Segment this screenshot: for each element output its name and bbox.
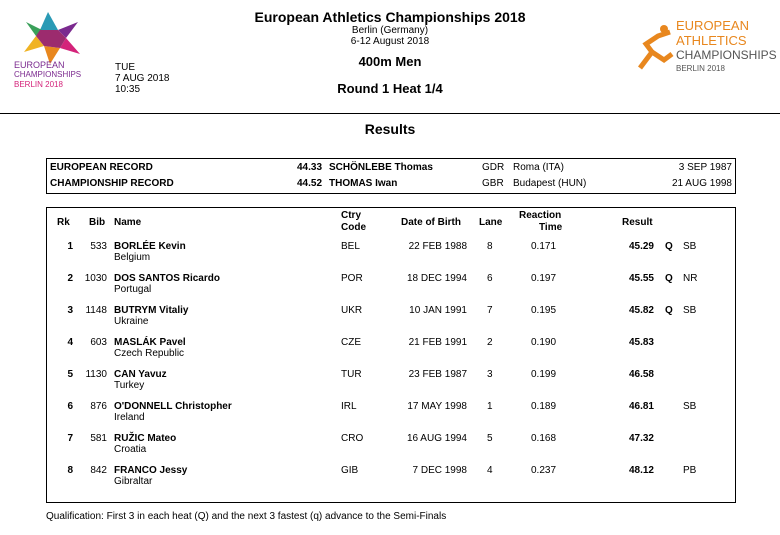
lane: 6 [487,273,493,284]
col-time: Time [539,222,563,233]
qualification-mark: Q [665,305,673,316]
record-date: 21 AUG 1998 [671,178,732,189]
record-row [47,178,735,192]
record-venue: Budapest (HUN) [513,178,587,189]
record-note: SB [683,401,697,412]
date-of-birth: 7 DEC 1998 [412,465,467,476]
bib-number: 1030 [84,273,107,284]
athlete-name: CAN Yavuz [114,369,167,380]
rank: 6 [67,401,73,412]
event-name: 400m Men [358,54,422,69]
athlete-name: RUŽIC Mateo [114,433,177,444]
record-note: SB [683,305,697,316]
table-row [47,304,735,334]
bib-number: 842 [90,465,107,476]
record-venue: Roma (ITA) [513,162,564,173]
rank: 2 [67,273,73,284]
record-nat: GDR [482,162,505,173]
date-of-birth: 17 MAY 1998 [407,401,467,412]
athlete-country: Turkey [114,380,145,391]
athlete-country: Czech Republic [114,348,185,359]
rank: 3 [67,305,73,316]
reaction-time: 0.190 [531,337,557,348]
country-code: GIB [341,465,359,476]
championship-title: European Athletics Championships 2018 [254,9,526,25]
table-row [47,240,735,270]
day: TUE [115,62,135,73]
records-box [46,158,736,194]
lane: 8 [487,241,493,252]
date-of-birth: 21 FEB 1991 [408,337,467,348]
record-note: SB [683,241,697,252]
athlete-country: Belgium [114,252,151,263]
bib-number: 1148 [85,305,107,316]
reaction-time: 0.189 [531,401,557,412]
rank: 8 [67,465,73,476]
results-table [46,207,736,503]
country-code: POR [341,273,363,284]
result-time: 46.81 [628,401,654,412]
result-time: 45.82 [628,305,654,316]
result-time: 47.32 [628,433,654,444]
qualification-note: Qualification: First 3 in each heat (Q) and the next 3 fastest (q) advance to the Semi-Finals [46,511,447,522]
logo-left-line1: EUROPEAN [14,60,65,70]
rank: 4 [67,337,73,348]
country-code: UKR [341,305,363,316]
rank: 7 [67,433,73,444]
reaction-time: 0.195 [531,305,557,316]
athlete-name: BORLÉE Kevin [114,241,186,252]
country-code: IRL [341,401,357,412]
col-rk: Rk [57,217,70,228]
qualification-mark: Q [665,241,673,252]
record-holder: THOMAS Iwan [329,178,398,189]
col-ctry: Ctry [341,210,362,221]
result-time: 48.12 [628,465,654,476]
result-time: 46.58 [628,369,654,380]
athlete-country: Gibraltar [114,476,153,487]
athlete-name: DOS SANTOS Ricardo [114,273,220,284]
col-reaction: Reaction [519,210,562,221]
time: 10:35 [115,84,141,95]
reaction-time: 0.197 [531,273,557,284]
bib-number: 603 [90,337,107,348]
athlete-name: FRANCO Jessy [114,465,188,476]
table-row [47,272,735,302]
logo-left-line3: BERLIN 2018 [14,80,63,89]
record-row [47,162,735,176]
country-code: CRO [341,433,364,444]
record-note: PB [683,465,697,476]
table-row [47,400,735,430]
record-mark: 44.33 [297,162,323,173]
athlete-country: Ireland [114,412,145,423]
date: 7 AUG 2018 [115,73,170,84]
reaction-time: 0.168 [531,433,557,444]
athlete-country: Ukraine [114,316,149,327]
table-row [47,464,735,494]
athlete-name: BUTRYM Vitaliy [114,305,189,316]
date-of-birth: 23 FEB 1987 [408,369,467,380]
col-bib: Bib [89,217,106,228]
round-name: Round 1 Heat 1/4 [337,81,443,96]
date-of-birth: 10 JAN 1991 [409,305,467,316]
header-divider [0,113,780,114]
date-of-birth: 22 FEB 1988 [408,241,467,252]
reaction-time: 0.199 [531,369,557,380]
event-dates: 6-12 August 2018 [350,36,430,47]
bib-number: 533 [90,241,107,252]
qualification-mark: Q [665,273,673,284]
record-note: NR [683,273,698,284]
result-time: 45.83 [628,337,654,348]
logo-right-line4: BERLIN 2018 [676,64,725,73]
logo-right-line1: EUROPEAN [676,18,749,33]
lane: 3 [487,369,493,380]
record-date: 3 SEP 1987 [678,162,732,173]
record-holder: SCHÖNLEBE Thomas [329,162,433,173]
logo-right-line2: ATHLETICS [676,33,747,48]
athlete-country: Croatia [114,444,147,455]
col-lane: Lane [479,217,503,228]
bib-number: 1130 [85,369,107,380]
bib-number: 581 [90,433,107,444]
country-code: BEL [341,241,360,252]
city: Berlin (Germany) [351,25,429,36]
bib-number: 876 [90,401,107,412]
lane: 4 [487,465,493,476]
table-row [47,336,735,366]
logo-left-line2: CHAMPIONSHIPS [14,70,82,79]
rank: 1 [67,241,73,252]
reaction-time: 0.237 [531,465,557,476]
logo-right-line3: CHAMPIONSHIPS [676,48,777,62]
record-mark: 44.52 [297,178,323,189]
table-row [47,432,735,462]
result-time: 45.29 [628,241,654,252]
record-label: EUROPEAN RECORD [50,162,153,173]
results-title: Results [364,121,416,137]
record-nat: GBR [482,178,504,189]
reaction-time: 0.171 [531,241,557,252]
lane: 1 [487,401,493,412]
athlete-country: Portugal [114,284,152,295]
date-of-birth: 16 AUG 1994 [406,433,467,444]
record-label: CHAMPIONSHIP RECORD [50,178,174,189]
lane: 2 [487,337,493,348]
country-code: CZE [341,337,361,348]
rank: 5 [67,369,73,380]
col-dob: Date of Birth [401,217,461,228]
result-time: 45.55 [628,273,654,284]
country-code: TUR [341,369,362,380]
col-name: Name [114,217,142,228]
lane: 5 [487,433,493,444]
athlete-name: MASLÁK Pavel [114,337,186,348]
table-row [47,368,735,398]
lane: 7 [487,305,493,316]
date-of-birth: 18 DEC 1994 [406,273,467,284]
athlete-name: O'DONNELL Christopher [114,401,232,412]
table-header [47,208,735,238]
col-result: Result [622,217,653,228]
col-code: Code [341,222,366,233]
